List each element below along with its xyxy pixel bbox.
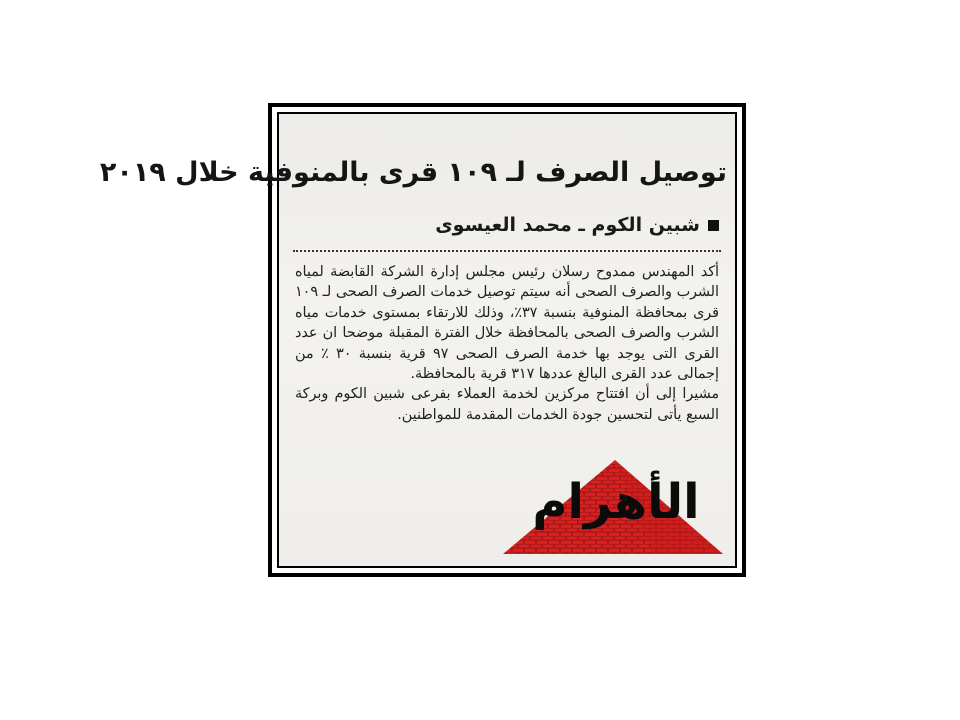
article-paragraph-1: أكد المهندس ممدوح رسلان رئيس مجلس إدارة الشركة القابضة لمياه الشرب والصرف الصحى أنه سيتم توصيل خدمات الصرف الصحى لـ ١٠٩ قرى بمحافظة المنوفية بنسبة ٣٧٪، وذلك للارتقاء بمستوى خدمات مياه الشرب والصرف الصحى بالمحافظة خلال الفترة المقبلة موضحا ان عدد القرى التى يوجد بها خدمة الصرف الصحى ٩٧ قرية بنسبة ٣٠ ٪ من إجمالى عدد القرى البالغ عددها ٣١٧ قرية بالمحافظة. [295, 264, 719, 383]
article-headline: توصيل الصرف لـ ١٠٩ قرى بالمنوفية خلال ٢٠١٩ [99, 157, 727, 188]
logo-wordmark: الأهرام [532, 474, 700, 530]
article-body [295, 262, 719, 425]
article-paragraph-2: مشيرا إلى أن افتتاح مركزين لخدمة العملاء بفرعى شبين الكوم وبركة السبع يأتى لتحسين جودة الخدمات المقدمة للمواطنين. [295, 386, 719, 423]
clipping-frame [99, 103, 746, 577]
bullet-square-icon [708, 220, 719, 231]
article-byline [295, 214, 719, 236]
dotted-divider [293, 250, 721, 252]
byline-text: شبين الكوم ـ محمد العيسوى [435, 214, 700, 236]
newspaper-clipping [99, 112, 737, 568]
al-ahram-logo [503, 456, 723, 556]
